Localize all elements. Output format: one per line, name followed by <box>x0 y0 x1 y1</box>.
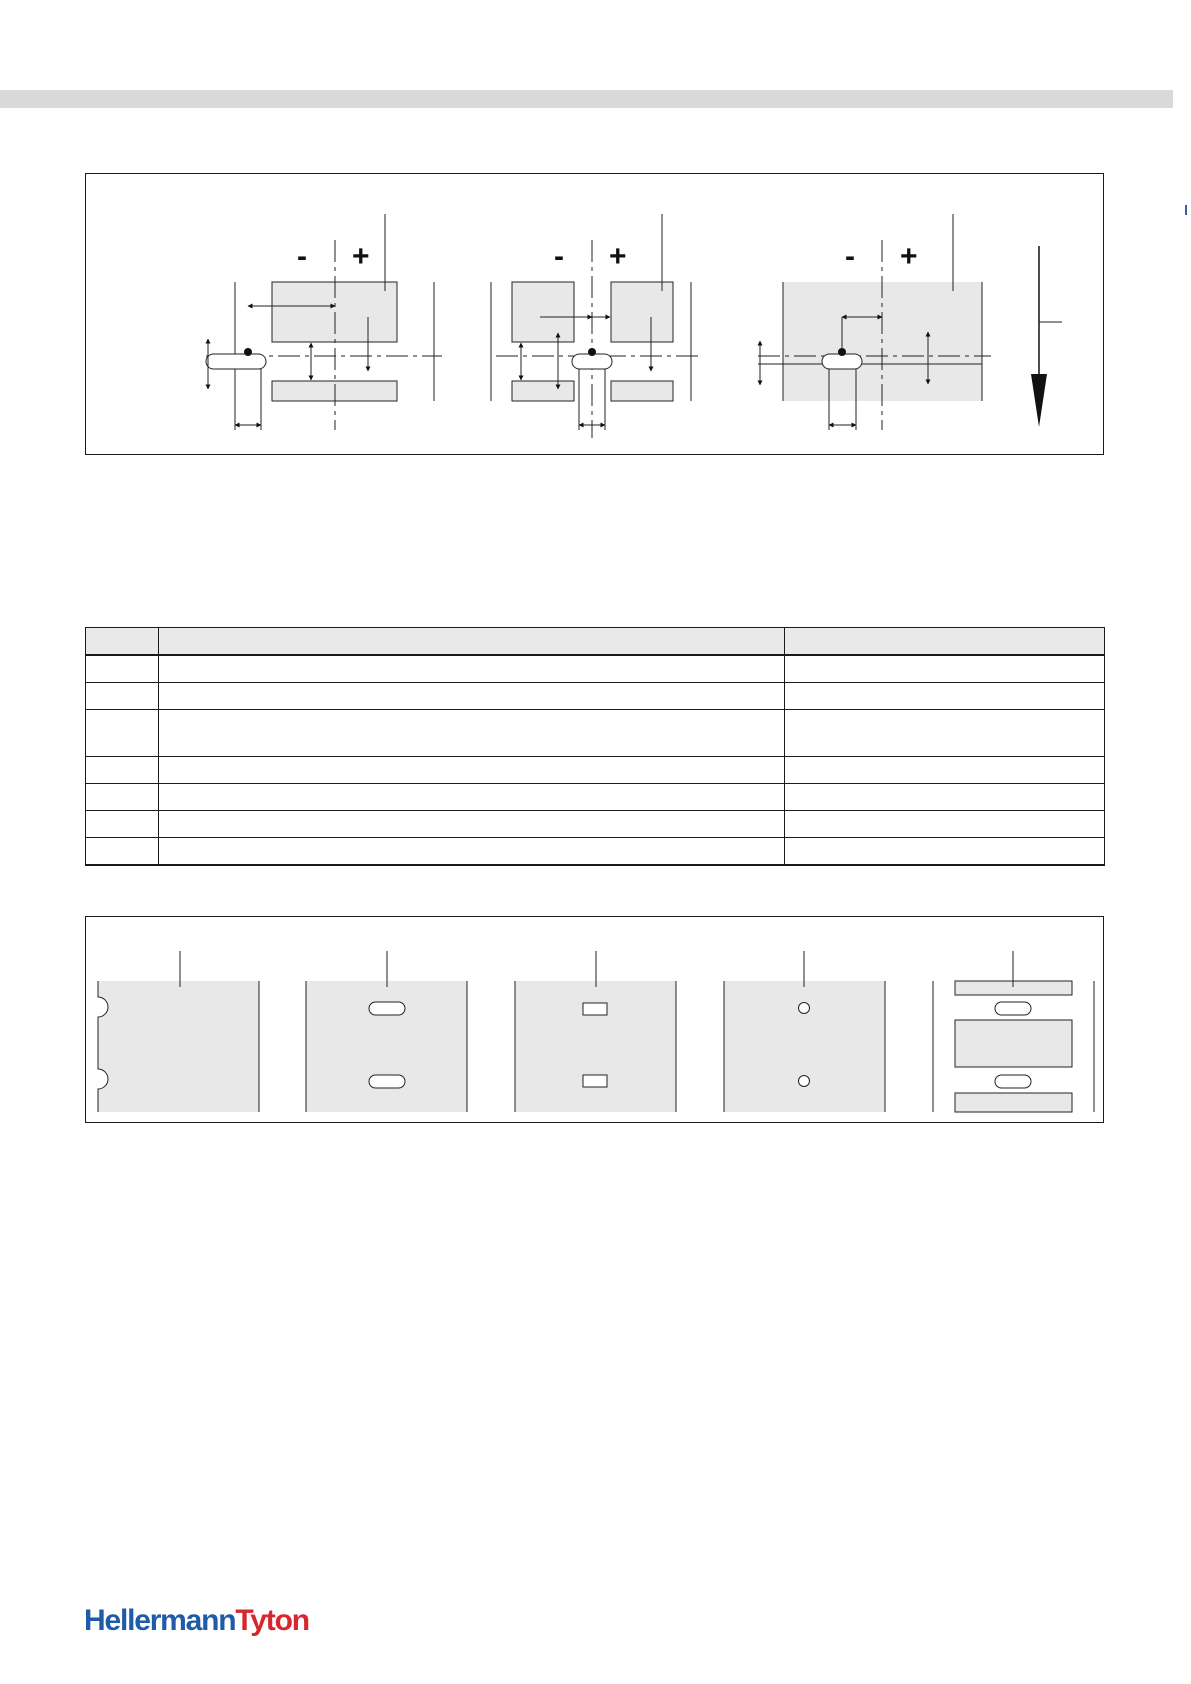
spec-table <box>85 627 1105 866</box>
label-types-svg <box>86 917 1105 1124</box>
table-cell <box>785 683 1105 710</box>
label-type-die-cut <box>933 951 1094 1112</box>
table-row <box>86 784 1105 811</box>
table-cell <box>159 683 785 710</box>
table-cell <box>86 838 159 866</box>
plus-sign: + <box>609 240 627 273</box>
logo-hellermann: Hellermann <box>84 1604 236 1637</box>
feed-direction-arrow <box>1031 246 1062 427</box>
table-cell <box>159 784 785 811</box>
sensor-position-diagram <box>85 173 1104 455</box>
minus-sign: - <box>297 240 307 273</box>
diagram-panel-2 <box>491 214 698 438</box>
diagram-panel-1 <box>206 214 442 430</box>
table-cell <box>785 838 1105 866</box>
table-cell <box>785 655 1105 683</box>
table-cell <box>86 683 159 710</box>
table-row <box>86 757 1105 784</box>
table-cell <box>159 655 785 683</box>
table-cell <box>86 811 159 838</box>
table-header-cell <box>785 628 1105 656</box>
table-cell <box>86 710 159 757</box>
logo-tyton: Tyton <box>235 1604 309 1637</box>
table-row <box>86 683 1105 710</box>
diagram-svg <box>86 174 1105 456</box>
edge-marker <box>1185 205 1187 215</box>
minus-sign: - <box>845 240 855 273</box>
hellermanntyton-logo <box>84 1604 309 1638</box>
table-row <box>86 838 1105 866</box>
table-cell <box>785 811 1105 838</box>
table-row <box>86 710 1105 757</box>
table-cell <box>785 757 1105 784</box>
label-type-oval-slot <box>306 951 467 1112</box>
plus-sign: + <box>352 240 370 273</box>
header-band <box>0 90 1173 108</box>
minus-sign: - <box>554 240 564 273</box>
diagram-panel-3 <box>758 214 991 430</box>
table-cell <box>86 655 159 683</box>
table-row <box>86 811 1105 838</box>
table-cell <box>159 811 785 838</box>
table-cell <box>785 784 1105 811</box>
table-cell <box>159 757 785 784</box>
table-cell <box>159 838 785 866</box>
table-cell <box>86 757 159 784</box>
label-type-round-hole <box>724 951 885 1112</box>
table-cell <box>785 710 1105 757</box>
table-row <box>86 655 1105 683</box>
label-type-notched-edge <box>98 951 259 1112</box>
label-type-rectangular-hole <box>515 951 676 1112</box>
table-header-cell <box>86 628 159 656</box>
table-cell <box>159 710 785 757</box>
table-cell <box>86 784 159 811</box>
plus-sign: + <box>900 240 918 273</box>
label-types-panel <box>85 916 1104 1123</box>
table-header-cell <box>159 628 785 656</box>
table-header-row <box>86 628 1105 656</box>
